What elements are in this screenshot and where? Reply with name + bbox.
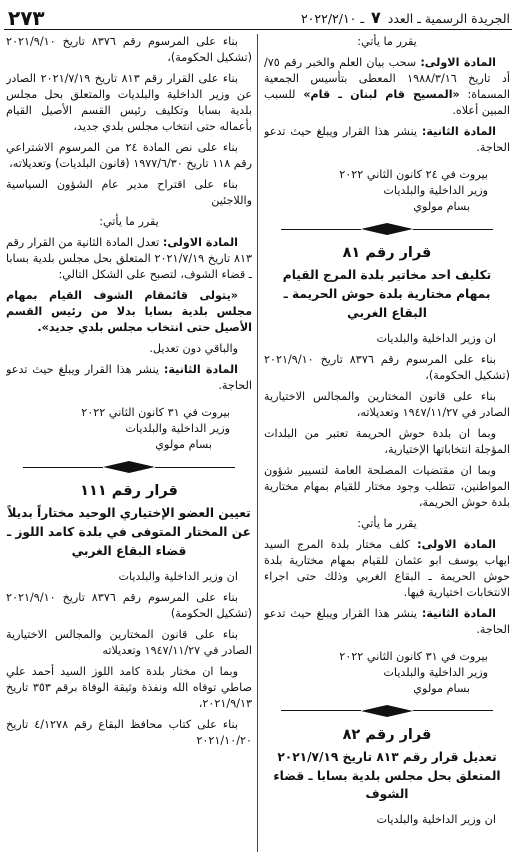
association-name: «المسيح قام لبنان ـ قام» bbox=[303, 88, 460, 102]
recital: بناء على نص المادة ٢٤ من المرسوم الاشتراعي رقم ١١٨ تاريخ ١٩٧٧/٦/٣٠ (قانون البلديات) وتعديلاته، bbox=[6, 141, 252, 171]
recital: وبما ان مقتضيات المصلحة العامة لتسيير شؤون المواطنين، تتطلب وجود مختار للقيام بمهام مختارية بلدة حوش الحريمة، bbox=[264, 463, 510, 509]
article-1-label: المادة الاولى: bbox=[162, 236, 238, 250]
section-separator bbox=[6, 459, 252, 475]
recital: وبما ان مختار بلدة كامد اللوز السيد أحمد علي صاطي توفاه الله ونفذة وثيقة الوفاة برقم ٣٥٣ تاريخ ٢٠٢١/٩/١٣، bbox=[6, 664, 252, 710]
article-2-text: ينشر هذا القرار ويبلغ حيث تدعو الحاجة. bbox=[264, 606, 510, 636]
page-header bbox=[0, 0, 516, 32]
decides-heading: يقرر ما يأتي: bbox=[357, 35, 417, 48]
decision-intro: ان وزير الداخلية والبلديات bbox=[118, 569, 238, 583]
article-2-label: المادة الثانية: bbox=[163, 363, 238, 377]
issue-date: ٢٠٢٢/٢/١٠ bbox=[300, 11, 357, 26]
article-1-text: تعدل المادة الثانية من القرار رقم ٨١٣ تاريخ ٢٠٢١/٧/١٩ المتعلق بحل مجلس بلدية بسابا ـ قضاء الشوف، لتصبح على الشكل التالي: bbox=[6, 236, 252, 282]
decision-111-subject: تعيين العضو الإختياري الوحيد مختاراً بديلاً عن المختار المتوفى في بلدة كامد اللوز ـ قضاء البقاع الغربي bbox=[6, 506, 252, 558]
signature-name: بسام مولوي bbox=[155, 438, 212, 452]
article-1 bbox=[264, 55, 510, 119]
signature-minister: وزير الداخلية والبلديات bbox=[125, 422, 230, 436]
left-column bbox=[6, 34, 252, 852]
gazette-title: الجريدة الرسمية ـ العدد bbox=[387, 11, 510, 26]
decision-intro: ان وزير الداخلية والبلديات bbox=[376, 813, 496, 827]
signature-date: بيروت في ٣١ كانون الثاني ٢٠٢٢ bbox=[81, 406, 230, 420]
signature-date: بيروت في ٣١ كانون الثاني ٢٠٢٢ bbox=[339, 649, 488, 663]
article-2-text: ينشر هذا القرار ويبلغ حيث تدعو الحاجة. bbox=[6, 363, 252, 393]
signature-name: بسام مولوي bbox=[413, 681, 470, 695]
decision-81-subject: تكليف احد مخاتير بلدة المرج القيام بمهام مختارية بلدة حوش الحريمة ـ البقاع الغربي bbox=[282, 267, 492, 320]
article-2 bbox=[6, 362, 252, 394]
recital: بناء على قانون المختارين والمجالس الاختيارية الصادر في ١٩٤٧/١١/٢٧ وتعديلاته bbox=[6, 627, 252, 657]
article-2 bbox=[264, 606, 510, 638]
signature-minister: وزير الداخلية والبلديات bbox=[383, 184, 488, 198]
remainder-note: والباقي دون تعديل. bbox=[149, 342, 238, 356]
decides-heading: يقرر ما يأتي: bbox=[99, 215, 159, 229]
article-2-label: المادة الثانية: bbox=[421, 125, 496, 139]
decides-heading: يقرر ما يأتي: bbox=[357, 516, 417, 530]
recital: بناء على المرسوم رقم ٨٣٧٦ تاريخ ٢٠٢١/٩/١٠ (تشكيل الحكومة)، bbox=[264, 352, 510, 382]
decision-82-subject: تعديل قرار رقم ٨١٣ تاريخ ٢٠٢١/٧/١٩ المتعلق بحل مجلس بلدية بسابا ـ قضاء الشوف bbox=[273, 749, 501, 802]
recital: بناء على المرسوم رقم ٨٣٧٦ تاريخ ٢٠٢١/٩/١٠ (تشكيل الحكومة) bbox=[6, 590, 252, 620]
article-1-text: سحب بيان العلم والخبر رقم ٧٥/أد تاريخ ١٩٨٨/٣/١٦ المعطى بتأسيس الجمعية المسماة: bbox=[264, 56, 510, 102]
page-number: ٢٧٣ bbox=[8, 6, 45, 30]
issue-dash: ـ bbox=[360, 11, 365, 26]
signature-minister: وزير الداخلية والبلديات bbox=[383, 665, 488, 679]
column-divider bbox=[257, 34, 258, 852]
article-1 bbox=[264, 537, 510, 601]
section-separator bbox=[264, 703, 510, 719]
recital: بناء على قانون المختارين والمجالس الاختيارية الصادر في ١٩٤٧/١١/٢٧ وتعديلاته، bbox=[264, 389, 510, 419]
article-2 bbox=[264, 124, 510, 156]
decision-111-title: قرار رقم ١١١ bbox=[80, 483, 178, 500]
article-1-label: المادة الاولى: bbox=[417, 537, 496, 551]
decision-82-title: قرار رقم ٨٢ bbox=[342, 726, 432, 743]
decision-intro: ان وزير الداخلية والبلديات bbox=[376, 331, 496, 345]
issue-number: ٧ bbox=[371, 8, 381, 27]
amended-text-quote: «يتولى قائمقام الشوف القيام بمهام مجلس بلدية بسابا بدلا من رئيس القسم الأصيل حتى انتخاب مجلس بلدي جديد». bbox=[6, 289, 252, 335]
recital: بناء على المرسوم رقم ٨٣٧٦ تاريخ ٢٠٢١/٩/١٠ (تشكيل الحكومة)، bbox=[6, 35, 252, 65]
recital: بناء على كتاب محافظ البقاع رقم ٤/١٢٧٨ تاريخ ٢٠٢١/١٠/٢٠ bbox=[6, 717, 252, 747]
recital: بناء على القرار رقم ٨١٣ تاريخ ٢٠٢١/٧/١٩ الصادر عن وزير الداخلية والبلديات والمتعلق بحل مجلس بلدية بسابا وتكليف رئيس القسم الأصيل القيام بأعماله حتى انتخاب مجلس بلدي جديد، bbox=[6, 72, 252, 134]
article-1 bbox=[6, 235, 252, 283]
recital: بناء على اقتراح مدير عام الشؤون السياسية واللاجئين bbox=[6, 178, 252, 208]
article-2-text: ينشر هذا القرار ويبلغ حيث تدعو الحاجة. bbox=[264, 125, 510, 155]
signature-name: بسام مولوي bbox=[413, 200, 470, 214]
decision-81-title: قرار رقم ٨١ bbox=[342, 245, 432, 262]
gazette-issue-line bbox=[301, 7, 510, 30]
section-separator bbox=[264, 221, 510, 237]
article-1-text: كلف مختار بلدة المرج السيد ايهاب يوسف ابو عثمان للقيام بمهام مختارية بلدة حوش الحريمة ـ البقاع الغربي وذلك حتى اجراء الانتخابات اختيارية فيها. bbox=[264, 537, 510, 599]
article-2-label: المادة الثانية: bbox=[421, 606, 496, 620]
article-1-tail: للسبب المبين أعلاه. bbox=[264, 88, 510, 118]
header-rule bbox=[4, 29, 512, 30]
right-column bbox=[264, 34, 510, 852]
signature-date: بيروت في ٢٤ كانون الثاني ٢٠٢٢ bbox=[339, 168, 488, 182]
article-1-label: المادة الاولى: bbox=[420, 56, 497, 70]
recital: وبما ان بلدة حوش الحريمة تعتبر من البلدات المؤجلة انتخاباتها الإختيارية، bbox=[264, 426, 510, 456]
